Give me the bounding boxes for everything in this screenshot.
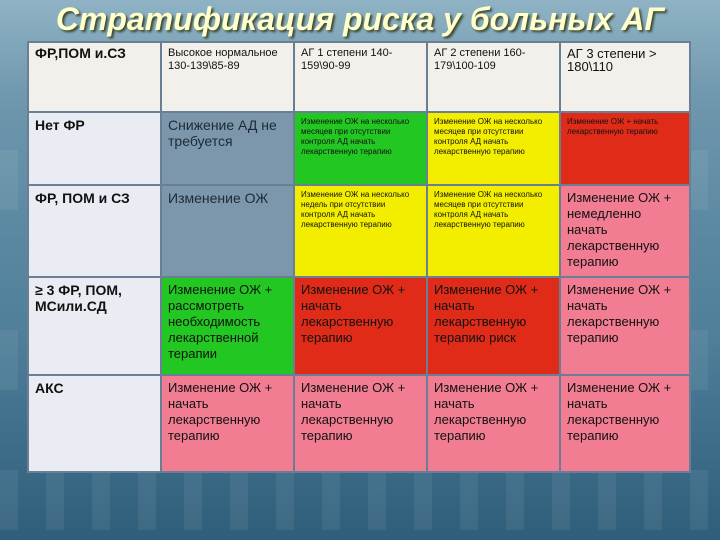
table-row: [28, 42, 690, 112]
row-label: ≥ 3 ФР, ПОМ, МСили.СД: [28, 277, 161, 375]
table-cell: Изменение ОЖ на несколько недель при отсутствии контроля АД начать лекарственную терапию: [294, 185, 427, 277]
table-cell: Изменение ОЖ + начать лекарственную терапию: [161, 375, 294, 472]
table-row: [28, 185, 690, 277]
row-label: АКС: [28, 375, 161, 472]
header-cell: ФР,ПОМ и.СЗ: [28, 42, 161, 112]
header-cell: АГ 2 степени 160-179\100-109: [427, 42, 560, 112]
slide-title: Стратификация риска у больных АГ: [55, 1, 665, 37]
row-label: Нет ФР: [28, 112, 161, 185]
table-cell: Изменение ОЖ + начать лекарственную терапию: [560, 277, 690, 375]
table-cell: Изменение ОЖ + рассмотреть необходимость лекарственной терапии: [161, 277, 294, 375]
table-cell: Изменение ОЖ на несколько месяцев при отсутствии контроля АД начать лекарственную терапию: [294, 112, 427, 185]
table-cell: Изменение ОЖ: [161, 185, 294, 277]
table-cell: Изменение ОЖ на несколько месяцев при отсутствии контроля АД начать лекарственную терапию: [427, 112, 560, 185]
table-cell: Изменение ОЖ на несколько месяцев при отсутствии контроля АД начать лекарственную терапию: [427, 185, 560, 277]
table-cell: Изменение ОЖ + немедленно начать лекарственную терапию: [560, 185, 690, 277]
table-cell: Изменение ОЖ + начать лекарственную терапию: [294, 277, 427, 375]
table-cell: Изменение ОЖ + начать лекарственную терапию: [294, 375, 427, 472]
background-wave: [0, 470, 720, 530]
table-cell: Изменение ОЖ + начать лекарственную терапию: [427, 375, 560, 472]
row-label: ФР, ПОМ и СЗ: [28, 185, 161, 277]
table-cell: Изменение ОЖ + начать лекарственную терапию: [560, 112, 690, 185]
header-cell: АГ 1 степени 140-159\90-99: [294, 42, 427, 112]
header-cell: АГ 3 степени > 180\110: [560, 42, 690, 112]
risk-table: [27, 41, 691, 473]
table-cell: Снижение АД не требуется: [161, 112, 294, 185]
table-row: [28, 277, 690, 375]
table-cell: Изменение ОЖ + начать лекарственную терапию риск: [427, 277, 560, 375]
table-row: [28, 375, 690, 472]
table-row: [28, 112, 690, 185]
header-cell: Высокое нормальное 130-139\85-89: [161, 42, 294, 112]
table-cell: Изменение ОЖ + начать лекарственную терапию: [560, 375, 690, 472]
